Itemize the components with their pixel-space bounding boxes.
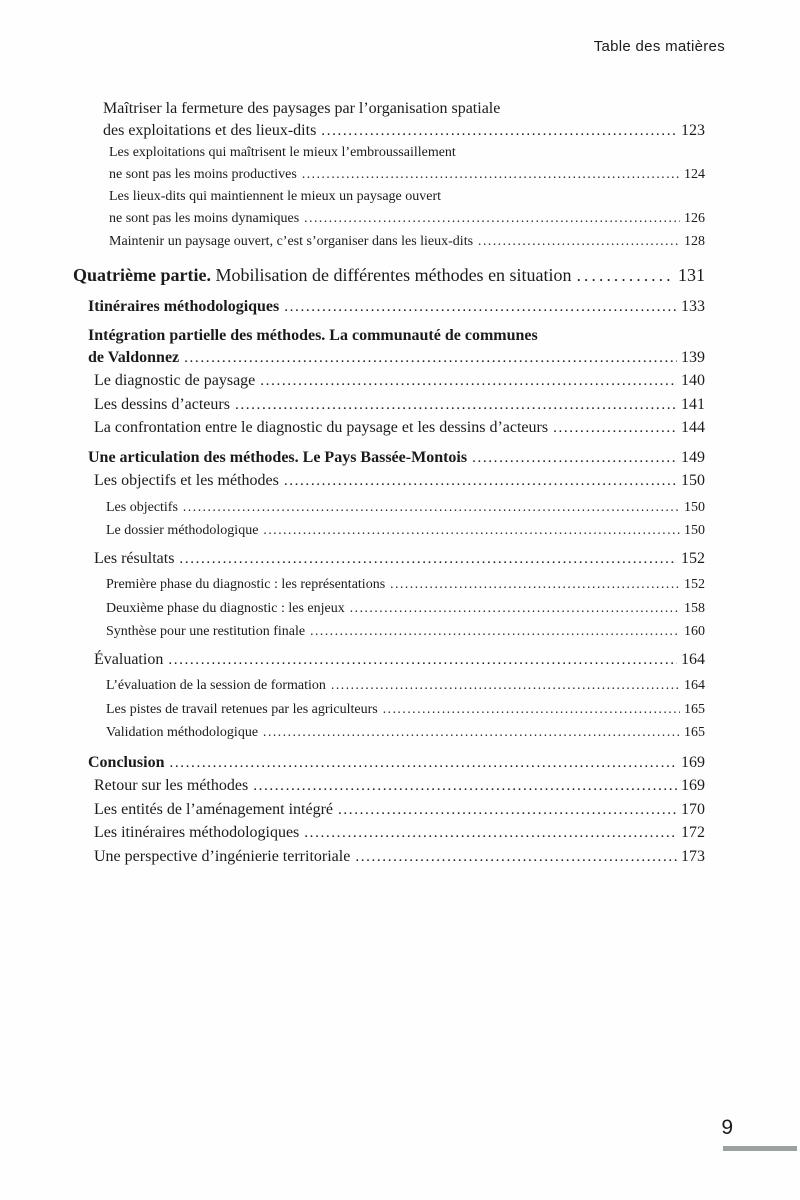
toc-entry-page-number: 123 — [681, 121, 705, 139]
toc-entry-leader-row — [94, 417, 705, 439]
toc-entry-leader-row — [94, 394, 705, 416]
toc-entry-page-number: 150 — [681, 472, 705, 489]
toc-entry-page-number: 131 — [678, 264, 705, 285]
toc-entry-title: Les entités de l’aménagement intégré — [94, 800, 334, 818]
toc-entry-page-number: 165 — [684, 701, 705, 717]
toc-entry-title: Évaluation — [94, 650, 164, 668]
toc-entry-leader-row — [94, 548, 705, 570]
dot-leader — [577, 263, 674, 288]
toc-entry-title: Les itinéraires méthodologiques — [94, 824, 300, 841]
toc-entry-text-line: Les lieux-dits qui maintiennent le mieux un paysage ouvert — [109, 189, 442, 204]
toc-entry-title: La confrontation entre le diagnostic du paysage et les dessins d’acteurs — [94, 419, 549, 436]
toc-entry — [106, 598, 705, 620]
dot-leader — [472, 447, 677, 469]
dot-leader — [183, 497, 680, 519]
toc-entry-bold-prefix: Quatrième partie. — [73, 264, 211, 285]
toc-entry-title: Conclusion — [88, 753, 165, 771]
dot-leader — [263, 722, 680, 744]
toc-entry-leader-row — [94, 470, 705, 492]
dot-leader — [263, 520, 680, 542]
running-head-title: Table des matières — [593, 38, 725, 55]
dot-leader — [284, 470, 677, 492]
toc-entry-text-line: Intégration partielle des méthodes. La communauté de communes — [88, 327, 538, 344]
toc-entry-text-line: Maîtriser la fermeture des paysages par l’organisation spatiale — [103, 100, 501, 117]
toc-entry-leader-row — [106, 520, 705, 542]
dot-leader — [383, 699, 680, 721]
toc-entry-page-number: 139 — [681, 348, 705, 366]
toc-entry — [88, 325, 705, 368]
dot-leader — [304, 822, 677, 844]
toc-entry-leader-row — [103, 120, 705, 142]
dot-leader — [390, 574, 680, 596]
toc-entry-leader-row — [94, 799, 705, 821]
toc-entry-page-number: 173 — [681, 847, 705, 865]
toc-entry-title: Une articulation des méthodes. Le Pays Bassée-Montois — [88, 448, 468, 466]
toc-entry — [109, 231, 705, 253]
dot-leader — [478, 231, 680, 253]
toc-entry-title: Deuxième phase du diagnostic : les enjeux — [106, 600, 345, 616]
toc-entry-title: Les résultats — [94, 549, 175, 567]
toc-entry — [73, 263, 705, 288]
toc-entry-page-number: 170 — [681, 800, 705, 818]
toc-entry-title: Première phase du diagnostic : les représentations — [106, 577, 386, 592]
toc-entry-title: ne sont pas les moins productives — [109, 166, 297, 182]
toc-entry-leader-row — [88, 752, 705, 774]
dot-leader — [235, 394, 677, 416]
dot-leader — [302, 164, 680, 186]
toc-entry-title: Maintenir un paysage ouvert, c’est s’organiser dans les lieux-dits — [109, 234, 474, 249]
toc-entry-title: Itinéraires méthodologiques — [88, 297, 280, 315]
toc-entry-page-number: 169 — [681, 777, 705, 794]
toc-entry-page-number: 172 — [681, 824, 705, 841]
toc-entry-page-number: 164 — [681, 650, 705, 668]
toc-entry-leader-row — [106, 699, 705, 721]
footer-rule — [723, 1146, 797, 1151]
toc-entry-page-number: 150 — [684, 523, 705, 538]
toc-entry-leader-row — [109, 231, 705, 253]
toc-entry — [109, 187, 705, 229]
toc-entry-leader-row — [88, 347, 705, 369]
dot-leader — [321, 120, 677, 142]
toc-entry-title: L’évaluation de la session de formation — [106, 678, 326, 693]
toc-entry-leader-row — [94, 846, 705, 868]
toc-entry-page-number: 149 — [681, 448, 705, 466]
toc-entry-title: Synthèse pour une restitution finale — [106, 624, 306, 639]
toc-entry-page-number: 152 — [681, 549, 705, 567]
toc-entry-leader-row — [106, 675, 705, 697]
toc-entry — [88, 296, 705, 318]
dot-leader — [168, 649, 677, 671]
toc-entry-leader-row — [106, 598, 705, 620]
toc-entry — [94, 470, 705, 492]
toc-entry-page-number: 124 — [684, 166, 705, 182]
toc-list — [73, 96, 705, 867]
toc-entry-leader-row — [106, 621, 705, 643]
toc-entry-leader-row — [106, 497, 705, 519]
toc-entry — [94, 394, 705, 416]
toc-entry — [106, 621, 705, 643]
toc-entry-leader-row — [88, 296, 705, 318]
toc-entry-leader-row — [106, 722, 705, 744]
folio-page-number: 9 — [721, 1116, 733, 1139]
toc-entry-text-line: Les exploitations qui maîtrisent le mieux l’embroussaillement — [109, 145, 456, 160]
toc-entry — [106, 497, 705, 519]
toc-entry — [88, 447, 705, 469]
dot-leader — [310, 621, 680, 643]
toc-entry-leader-row — [94, 775, 705, 797]
toc-entry — [109, 143, 705, 185]
toc-entry-leader-row — [106, 574, 705, 596]
toc-entry — [106, 699, 705, 721]
toc-entry — [106, 574, 705, 596]
toc-entry-leader-row — [94, 370, 705, 392]
toc-entry-title: Retour sur les méthodes — [94, 777, 249, 794]
dot-leader — [338, 799, 677, 821]
toc-entry-page-number: 158 — [684, 600, 705, 616]
toc-entry-page-number: 165 — [684, 725, 705, 740]
toc-entry — [106, 520, 705, 542]
toc-entry — [106, 675, 705, 697]
toc-entry-page-number: 164 — [684, 678, 705, 693]
toc-entry-page-number: 150 — [684, 499, 705, 515]
toc-entry-title: Les pistes de travail retenues par les agriculteurs — [106, 701, 378, 717]
toc-entry-title: Une perspective d’ingénierie territoriale — [94, 847, 351, 865]
toc-entry — [88, 752, 705, 774]
toc-entry-page-number: 126 — [684, 210, 705, 226]
toc-entry-leader-row — [73, 263, 705, 288]
toc-entry-leader-row — [109, 164, 705, 186]
toc-entry-title: Les objectifs et les méthodes — [94, 472, 279, 489]
toc-entry-title: Les objectifs — [106, 499, 178, 515]
toc-entry-title: des exploitations et des lieux-dits — [103, 121, 317, 139]
dot-leader — [184, 347, 677, 369]
toc-entry-page-number: 144 — [681, 419, 705, 436]
toc-entry-title: Le dossier méthodologique — [106, 523, 259, 538]
toc-entry — [94, 846, 705, 868]
dot-leader — [284, 296, 677, 318]
dot-leader — [253, 775, 677, 797]
toc-entry — [106, 722, 705, 744]
toc-entry — [103, 98, 705, 141]
toc-entry-title: Validation méthodologique — [106, 725, 259, 740]
dot-leader — [355, 846, 677, 868]
toc-entry-page-number: 128 — [684, 234, 705, 249]
toc-entry-title: ne sont pas les moins dynamiques — [109, 210, 300, 226]
toc-entry-title: Le diagnostic de paysage — [94, 372, 256, 389]
toc-entry-leader-row — [88, 447, 705, 469]
toc-entry-page-number: 140 — [681, 372, 705, 389]
toc-entry — [94, 822, 705, 844]
toc-entry-page-number: 133 — [681, 297, 705, 315]
toc-entry — [94, 649, 705, 671]
toc-entry-title: Quatrième partie. Mobilisation de différentes méthodes en situation — [73, 264, 572, 285]
toc-entry — [94, 775, 705, 797]
dot-leader — [331, 675, 680, 697]
dot-leader — [169, 752, 677, 774]
toc-entry-title: de Valdonnez — [88, 348, 180, 366]
dot-leader — [350, 598, 680, 620]
dot-leader — [179, 548, 677, 570]
dot-leader — [260, 370, 677, 392]
toc-entry-page-number: 169 — [681, 753, 705, 771]
dot-leader — [553, 417, 677, 439]
toc-entry — [94, 370, 705, 392]
toc-entry-leader-row — [109, 208, 705, 230]
toc-entry — [94, 799, 705, 821]
toc-entry-page-number: 152 — [684, 577, 705, 592]
toc-entry-page-number: 141 — [681, 395, 705, 413]
toc-entry — [94, 548, 705, 570]
toc-entry-page-number: 160 — [684, 624, 705, 639]
toc-entry-leader-row — [94, 822, 705, 844]
toc-entry-leader-row — [94, 649, 705, 671]
toc-entry-title: Les dessins d’acteurs — [94, 395, 230, 413]
toc-entry — [94, 417, 705, 439]
dot-leader — [304, 208, 680, 230]
